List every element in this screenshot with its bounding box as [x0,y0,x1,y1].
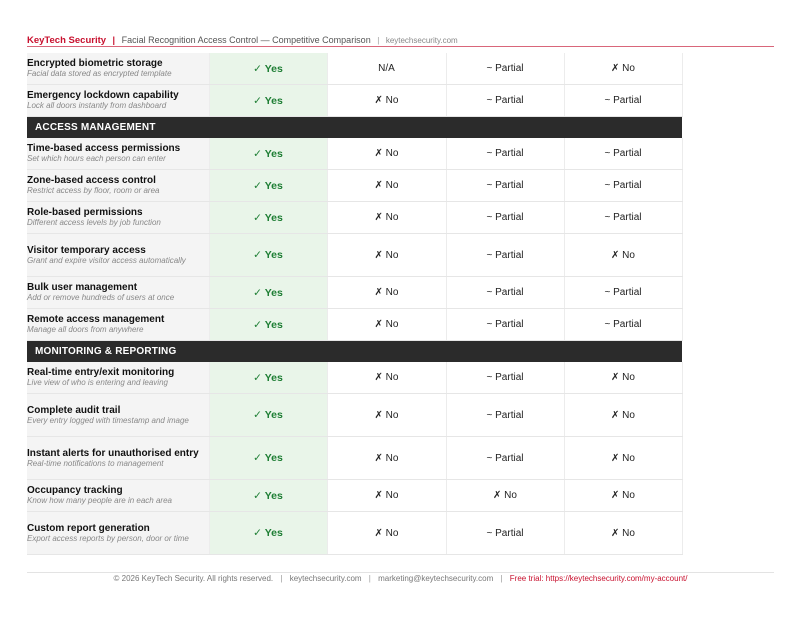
feature-name: Emergency lockdown capability [27,90,179,101]
header-website: keytechsecurity.com [385,36,458,45]
competitor-3-value-cell: ✗ No [564,362,682,394]
keytech-value-cell: ✓ Yes [209,437,327,480]
feature-name: Encrypted biometric storage [27,58,163,69]
competitor-1-value-cell: ✗ No [327,480,446,512]
competitor-2-value-cell: ~ Partial [446,437,564,480]
feature-name: Complete audit trail [27,404,121,416]
feature-name: Custom report generation [27,522,150,534]
feature-name: Remote access management [27,314,165,325]
feature-name: Visitor temporary access [27,244,146,256]
competitor-1-value-cell: ✗ No [327,170,446,202]
table-row [27,85,682,117]
competitor-3-value-cell: ~ Partial [564,85,682,117]
feature-description: Different access levels by job function [27,218,161,227]
competitor-1-value-cell: ✗ No [327,437,446,480]
competitor-1-value-cell: ✗ No [327,394,446,437]
footer-copyright: © 2026 KeyTech Security. All rights reserved. [113,574,274,583]
competitor-3-value-cell: ✗ No [564,234,682,277]
keytech-value-cell: ✓ Yes [209,394,327,437]
feature-cell [27,480,209,512]
document-subtitle: Facial Recognition Access Control — Competitive Comparison [121,35,371,45]
table-row [27,394,682,437]
footer-separator: | [280,574,283,583]
competitor-1-value-cell: ✗ No [327,138,446,170]
header-separator-2: | [377,36,380,45]
page-footer [27,572,774,583]
feature-description: Know how many people are in each area [27,496,172,505]
comparison-table [27,53,683,555]
competitor-3-value-cell: ✗ No [564,480,682,512]
competitor-3-value-cell: ~ Partial [564,202,682,234]
competitor-1-value-cell: ✗ No [327,234,446,277]
feature-description: Grant and expire visitor access automatically [27,255,186,265]
feature-description: Every entry logged with timestamp and image [27,415,189,425]
header-separator: | [112,35,116,45]
feature-description: Restrict access by floor, room or area [27,186,160,195]
competitor-2-value-cell: ~ Partial [446,394,564,437]
footer-separator: | [500,574,503,583]
competitor-3-value-cell: ~ Partial [564,138,682,170]
competitor-2-value-cell: ~ Partial [446,309,564,341]
keytech-value-cell: ✓ Yes [209,277,327,309]
competitor-2-value-cell: ~ Partial [446,202,564,234]
feature-name: Time-based access permissions [27,143,181,154]
feature-description: Live view of who is entering and leaving [27,378,168,387]
table-row [27,53,682,85]
feature-cell [27,234,209,277]
footer-email[interactable]: marketing@keytechsecurity.com [378,574,494,583]
feature-cell [27,138,209,170]
feature-description: Export access reports by person, door or time [27,533,189,543]
comparison-table-body [27,53,682,555]
competitor-1-value-cell: ✗ No [327,309,446,341]
competitor-1-value-cell: ✗ No [327,362,446,394]
table-row [27,362,682,394]
feature-cell [27,362,209,394]
feature-name: Instant alerts for unauthorised entry [27,447,199,459]
feature-cell [27,394,209,437]
table-row [27,170,682,202]
feature-cell [27,512,209,555]
competitor-2-value-cell: ~ Partial [446,277,564,309]
keytech-value-cell: ✓ Yes [209,202,327,234]
feature-name: Role-based permissions [27,207,143,218]
competitor-3-value-cell: ~ Partial [564,309,682,341]
keytech-value-cell: ✓ Yes [209,512,327,555]
keytech-value-cell: ✓ Yes [209,170,327,202]
footer-website[interactable]: keytechsecurity.com [289,574,362,583]
table-row [27,138,682,170]
competitor-2-value-cell: ~ Partial [446,170,564,202]
table-row [27,512,682,555]
feature-cell [27,170,209,202]
page-header [27,35,774,47]
competitor-1-value-cell: ✗ No [327,202,446,234]
keytech-value-cell: ✓ Yes [209,480,327,512]
table-row [27,202,682,234]
keytech-value-cell: ✓ Yes [209,234,327,277]
table-row [27,480,682,512]
section-header-row [27,117,682,139]
table-row [27,277,682,309]
competitor-1-value-cell: ✗ No [327,277,446,309]
footer-separator: | [368,574,371,583]
competitor-3-value-cell: ✗ No [564,394,682,437]
feature-description: Manage all doors from anywhere [27,325,144,334]
feature-cell [27,53,209,85]
competitor-1-value-cell: ✗ No [327,512,446,555]
competitor-3-value-cell: ✗ No [564,512,682,555]
feature-cell [27,309,209,341]
feature-cell [27,437,209,480]
competitor-2-value-cell: ~ Partial [446,85,564,117]
section-title: ACCESS MANAGEMENT [27,117,682,139]
feature-cell [27,85,209,117]
competitor-2-value-cell: ~ Partial [446,53,564,85]
keytech-value-cell: ✓ Yes [209,53,327,85]
feature-cell [27,277,209,309]
competitor-1-value-cell: ✗ No [327,85,446,117]
feature-description: Real-time notifications to management [27,458,164,468]
competitor-3-value-cell: ✗ No [564,437,682,480]
competitor-2-value-cell: ~ Partial [446,362,564,394]
table-row [27,309,682,341]
footer-trial-link[interactable]: Free trial: https://keytechsecurity.com/my-account/ [509,574,688,583]
feature-description: Lock all doors instantly from dashboard [27,101,167,110]
competitor-2-value-cell: ~ Partial [446,138,564,170]
competitor-3-value-cell: ✗ No [564,53,682,85]
section-header-row [27,341,682,363]
competitor-2-value-cell: ✗ No [446,480,564,512]
keytech-value-cell: ✓ Yes [209,362,327,394]
keytech-value-cell: ✓ Yes [209,309,327,341]
competitor-2-value-cell: ~ Partial [446,512,564,555]
feature-name: Real-time entry/exit monitoring [27,367,175,378]
competitor-3-value-cell: ~ Partial [564,277,682,309]
keytech-value-cell: ✓ Yes [209,85,327,117]
competitor-2-value-cell: ~ Partial [446,234,564,277]
feature-description: Facial data stored as encrypted template [27,69,172,78]
section-title: MONITORING & REPORTING [27,341,682,363]
competitor-1-value-cell: N/A [327,53,446,85]
feature-name: Bulk user management [27,282,138,293]
competitor-3-value-cell: ~ Partial [564,170,682,202]
feature-name: Zone-based access control [27,175,156,186]
feature-description: Set which hours each person can enter [27,154,166,163]
brand-name: KeyTech Security [27,35,107,46]
table-row [27,437,682,480]
feature-cell [27,202,209,234]
feature-name: Occupancy tracking [27,485,123,496]
feature-description: Add or remove hundreds of users at once [27,293,175,302]
keytech-value-cell: ✓ Yes [209,138,327,170]
table-row [27,234,682,277]
